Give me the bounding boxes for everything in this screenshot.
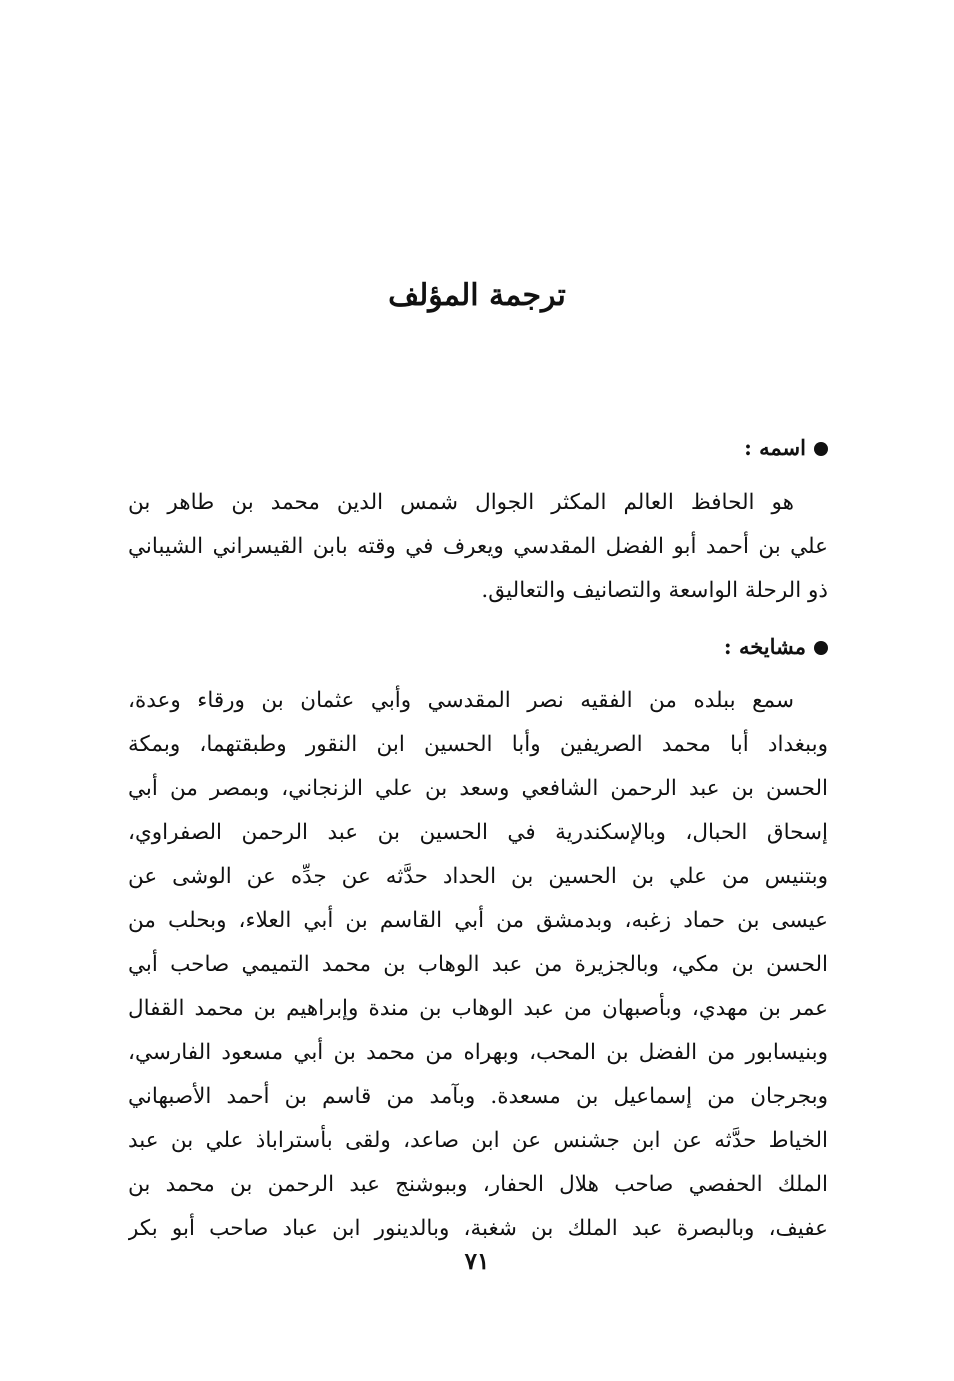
paragraph-line: عيسى بن حماد زغبه، وبدمشق من أبي القاسم بن أبي العلاء، وبحلب من [128,908,828,933]
paragraph-line: عفيف، وبالبصرة عبد الملك بن شغبة، وبالدينور ابن عباد صاحب أبو بكر [128,1216,828,1241]
paragraph-line: إسحاق الحبال، وبالإسكندرية في الحسين بن عبد الرحمن الصفراوي، [128,820,828,845]
paragraph-name [128,481,828,613]
paragraph-line: الخياط حدَّثه عن ابن جشنس عن ابن صاعد، ولقى بأستراباذ علي بن عبد [128,1128,828,1153]
paragraph-line: الحسن بن مكي، وبالجزيرة من عبد الوهاب بن محمد التميمي صاحب أبي [128,952,828,977]
paragraph-line: سمع ببلده من الفقيه نصر المقدسي وأبي عثمان بن ورقاء وعدة، [128,688,794,713]
section-heading-label: مشايخه : [723,634,806,659]
paragraph-line: وبتنيس من علي بن الحسين بن الحداد حدَّثه عن جدِّه عن الوشى عن [128,864,828,889]
section-heading-label: اسمه : [744,435,806,460]
paragraph-line: عمر بن مهدي، وبأصبهان من عبد الوهاب بن مندة وإبراهيم بن محمد القفال [128,996,828,1021]
bullet-icon [814,442,828,456]
page-number: ٧١ [464,1248,490,1275]
paragraph-line: وببغداد أبا محمد الصريفين وأبا الحسين ابن النقور وطبقتهما، وبمكة [128,732,828,757]
paragraph-line: الملك الحفصي صاحب هلال الحفار، وببوشنج عبد الرحمن بن محمد بن [128,1172,828,1197]
paragraph-line: وبجرجان من إسماعيل بن مسعدة. وبآمد من قاسم بن أحمد الأصبهاني [128,1084,828,1109]
paragraph-line: علي بن أحمد أبو الفضل المقدسي ويعرف في وقته بابن القيسراني الشيباني [128,534,828,559]
paragraph-line: وبنيسابور من الفضل بن المحب، وبهراه من محمد بن أبي مسعود الفارسي، [128,1040,828,1065]
paragraph-line: الحسن بن عبد الرحمن الشافعي وسعد بن علي الزنجاني، وبمصر من أبي [128,776,828,801]
page-title: ترجمة المؤلف [388,278,566,313]
paragraph-line: هو الحافظ العالم المكثر الجوال شمس الدين محمد بن طاهر بن [128,490,794,515]
paragraph-teachers [128,679,828,1251]
paragraph-line: ذو الرحلة الواسعة والتصانيف والتعاليق. [481,578,828,603]
bullet-icon [814,641,828,655]
section-heading-teachers [724,629,828,665]
section-heading-name [744,430,828,466]
